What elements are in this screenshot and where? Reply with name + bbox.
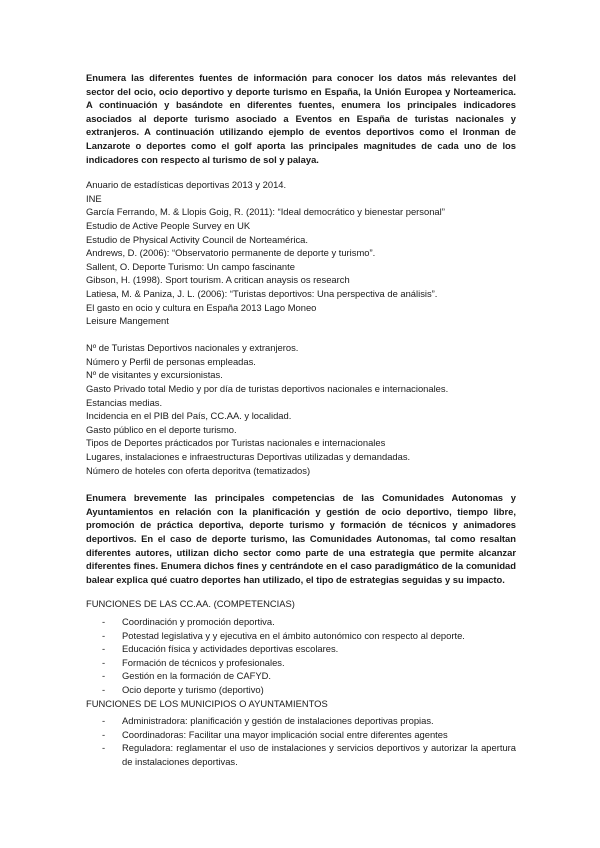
ccaa-function-text: Potestad legislativa y y ejecutiva en el ámbito autonómico con respecto al deporte.: [122, 629, 465, 641]
ccaa-function-item: [86, 642, 516, 656]
municipio-function-text: Coordinadoras: Facilitar una mayor implicación social entre diferentes agentes: [122, 728, 448, 740]
municipio-function-item: [86, 728, 516, 742]
ccaa-functions-list: [86, 615, 516, 697]
municipio-function-text: Reguladora: reglamentar el uso de instalaciones y servicios deportivos y autorizar la apertura de instalaciones deportivas.: [122, 742, 516, 767]
municipios-heading: FUNCIONES DE LOS MUNICIPIOS O AYUNTAMIENTOS: [86, 697, 328, 709]
indicator-item: Nº de Turistas Deportivos nacionales y extranjeros.: [86, 342, 299, 354]
ccaa-function-text: Gestión en la formación de CAFYD.: [122, 670, 272, 682]
source-item: Latiesa, M. & Paniza, J. L. (2006): “Turistas deportivos: Una perspectiva de análisis”.: [86, 287, 438, 299]
source-item: Leisure Mangement: [86, 315, 169, 327]
indicator-item: Número de hoteles con oferta deporitva (tematizados): [86, 464, 311, 476]
source-item: Anuario de estadísticas deportivas 2013 y 2014.: [86, 179, 287, 191]
ccaa-function-text: Educación física y actividades deportivas escolares.: [122, 643, 339, 655]
indicator-item: Incidencia en el PIB del País, CC.AA. y localidad.: [86, 410, 292, 422]
indicator-item: Gasto Privado total Medio y por día de turistas deportivos nacionales e internacionales.: [86, 383, 449, 395]
ccaa-function-item: [86, 656, 516, 670]
ccaa-function-text: Formación de técnicos y profesionales.: [122, 656, 285, 668]
ccaa-function-text: Ocio deporte y turismo (deportivo): [122, 683, 264, 695]
indicator-item: Gasto público en el deporte turismo.: [86, 423, 237, 435]
indicator-item: Tipos de Deportes prácticados por Turistas nacionales e internacionales: [86, 437, 386, 449]
dash-bullet: -: [102, 728, 106, 740]
ccaa-function-item: [86, 615, 516, 629]
ccaa-function-item: [86, 683, 516, 697]
indicators-list: [86, 341, 516, 477]
source-item: Estudio de Active People Survey en UK: [86, 219, 251, 231]
dash-bullet: -: [102, 670, 106, 682]
ccaa-heading: FUNCIONES DE LAS CC.AA. (COMPETENCIAS): [86, 598, 295, 610]
question-1-text: Enumera las diferentes fuentes de información para conocer los datos más relevantes del sector del ocio, ocio deportivo y deporte turismo en España, la Unión Europea y Norteamerica. A continuación y basándote en diferentes fuentes, enumera los principales indicadores asociados al deporte turismo asociado a Eventos en España de turistas nacionales y extranjeros. A continuación utilizando ejemplo de eventos deportivos como el Ironman de Lanzarote o deportes como el golf aporta las principales magnitudes de cada uno de los indicadores con respecto al turismo de sol y palaya.: [86, 72, 516, 165]
source-item: Estudio de Physical Activity Council de Norteamérica.: [86, 233, 308, 245]
municipio-function-item: [86, 741, 516, 768]
sources-list: [86, 178, 516, 328]
indicator-item: Nº de visitantes y excursionistas.: [86, 369, 223, 381]
dash-bullet: -: [102, 656, 106, 668]
question-2-text: Enumera brevemente las principales competencias de las Comunidades Autonomas y Ayuntamientos en relación con la planificación y gestión de ocio deportivo, tiempo libre, promoción de práctica deportiva, deporte turismo y formación de técnicos y animadores deportivos. En el caso de deporte turismo, las Comunidades Autonomas, tal como resaltan diferentes autores, utilizan dicho sector como parte de una estrategia que permite alcanzar diferentes fines. Enumera dichos fines y centrándote en el caso paradigmático de la comunidad balear explica qué cuatro deportes han utilizado, el tipo de estrategias seguidas y su impacto.: [86, 492, 516, 585]
municipio-function-item: [86, 714, 516, 728]
ccaa-function-text: Coordinación y promoción deportiva.: [122, 615, 275, 627]
dash-bullet: -: [102, 643, 106, 655]
ccaa-function-item: [86, 629, 516, 643]
indicator-item: Número y Perfil de personas empleadas.: [86, 355, 256, 367]
dash-bullet: -: [102, 615, 106, 627]
spacer: [86, 328, 516, 342]
municipios-functions-list: [86, 714, 516, 768]
source-item: Gibson, H. (1998). Sport tourism. A critican anaysis os research: [86, 274, 350, 286]
source-item: Andrews, D. (2006): “Observatorio permanente de deporte y turismo”.: [86, 247, 376, 259]
source-item: García Ferrando, M. & Llopis Goig, R. (2011): “Ideal democrático y bienestar personal”: [86, 206, 445, 218]
dash-bullet: -: [102, 683, 106, 695]
page-content: [86, 71, 516, 769]
dash-bullet: -: [102, 629, 106, 641]
dash-bullet: -: [102, 715, 106, 727]
source-item: INE: [86, 192, 102, 204]
indicator-item: Estancias medias.: [86, 396, 163, 408]
source-item: Sallent, O. Deporte Turismo: Un campo fascinante: [86, 260, 295, 272]
indicator-item: Lugares, instalaciones e infraestructuras Deportivas utilizadas y demandadas.: [86, 451, 411, 463]
municipio-function-text: Administradora: planificación y gestión de instalaciones deportivas propias.: [122, 715, 434, 727]
source-item: El gasto en ocio y cultura en España 2013 Lago Moneo: [86, 301, 317, 313]
dash-bullet: -: [102, 742, 106, 754]
ccaa-function-item: [86, 669, 516, 683]
